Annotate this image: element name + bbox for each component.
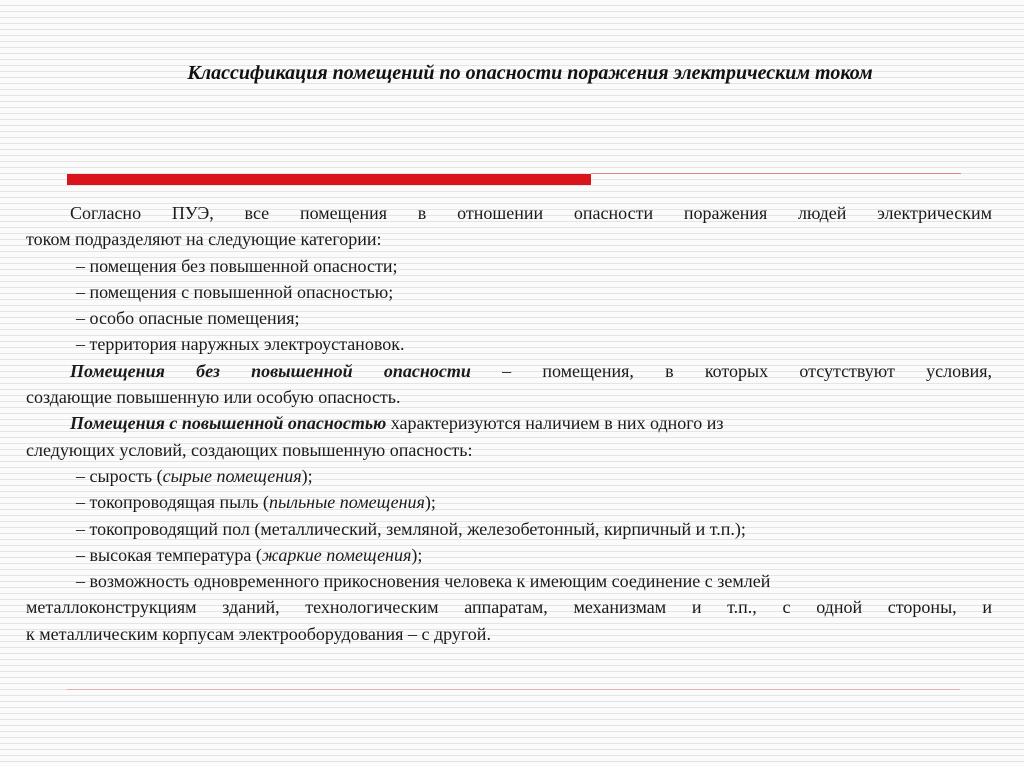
no-danger-term: Помещения без повышенной опасности xyxy=(70,360,471,381)
body-text xyxy=(26,200,992,647)
bottom-divider-line xyxy=(67,689,960,690)
category-item: – особо опасные помещения; xyxy=(76,308,300,329)
slide-title: Классификация помещений по опасности поражения электрическим током xyxy=(187,62,873,84)
high-danger-term: Помещения с повышенной опасностью xyxy=(70,413,387,434)
no-danger-paragraph xyxy=(26,358,992,384)
condition-contact-line-2: металлоконструкциям зданий, технологическим аппаратам, механизмам и т.п., с одной стороны, и xyxy=(26,597,992,618)
category-item: – помещения с повышенной опасностью; xyxy=(76,281,394,302)
condition-post: ); xyxy=(411,544,423,565)
category-item: – территория наружных электроустановок. xyxy=(76,334,405,355)
intro-line-2: током подразделяют на следующие категории: xyxy=(26,229,382,250)
title-divider-line xyxy=(591,173,961,174)
condition-item-heat xyxy=(26,542,992,568)
condition-contact-line-3: к металлическим корпусам электрооборудования – с другой. xyxy=(26,623,491,644)
condition-pre: – сырость ( xyxy=(76,465,163,486)
high-danger-text: характеризуются наличием в них одного из xyxy=(386,413,724,434)
condition-item-dust xyxy=(26,489,992,515)
condition-italic: сырые помещения xyxy=(162,465,302,486)
condition-post: ); xyxy=(301,465,313,486)
red-accent-bar xyxy=(67,174,591,185)
high-danger-paragraph xyxy=(26,410,992,436)
no-danger-text: – помещения, в которых отсутствуют условия, xyxy=(470,360,992,381)
condition-pre: – токопроводящая пыль ( xyxy=(76,492,269,513)
condition-post: ); xyxy=(424,492,436,513)
condition-pre: – высокая температура ( xyxy=(76,544,262,565)
condition-italic: жаркие помещения xyxy=(261,544,412,565)
high-danger-text-2: следующих условий, создающих повышенную опасность: xyxy=(26,439,473,460)
intro-line-1: Согласно ПУЭ, все помещения в отношении опасности поражения людей электрическим xyxy=(70,203,992,223)
condition-italic: пыльные помещения xyxy=(268,492,425,513)
category-item: – помещения без повышенной опасности; xyxy=(76,255,398,276)
condition-item-damp xyxy=(26,463,992,489)
condition-item-contact: – возможность одновременного прикосновения человека к имеющим соединение с землей xyxy=(76,571,771,592)
condition-item-floor: – токопроводящий пол (металлический, земляной, железобетонный, кирпичный и т.п.); xyxy=(76,518,746,539)
no-danger-text-2: создающие повышенную или особую опасность. xyxy=(26,387,401,408)
